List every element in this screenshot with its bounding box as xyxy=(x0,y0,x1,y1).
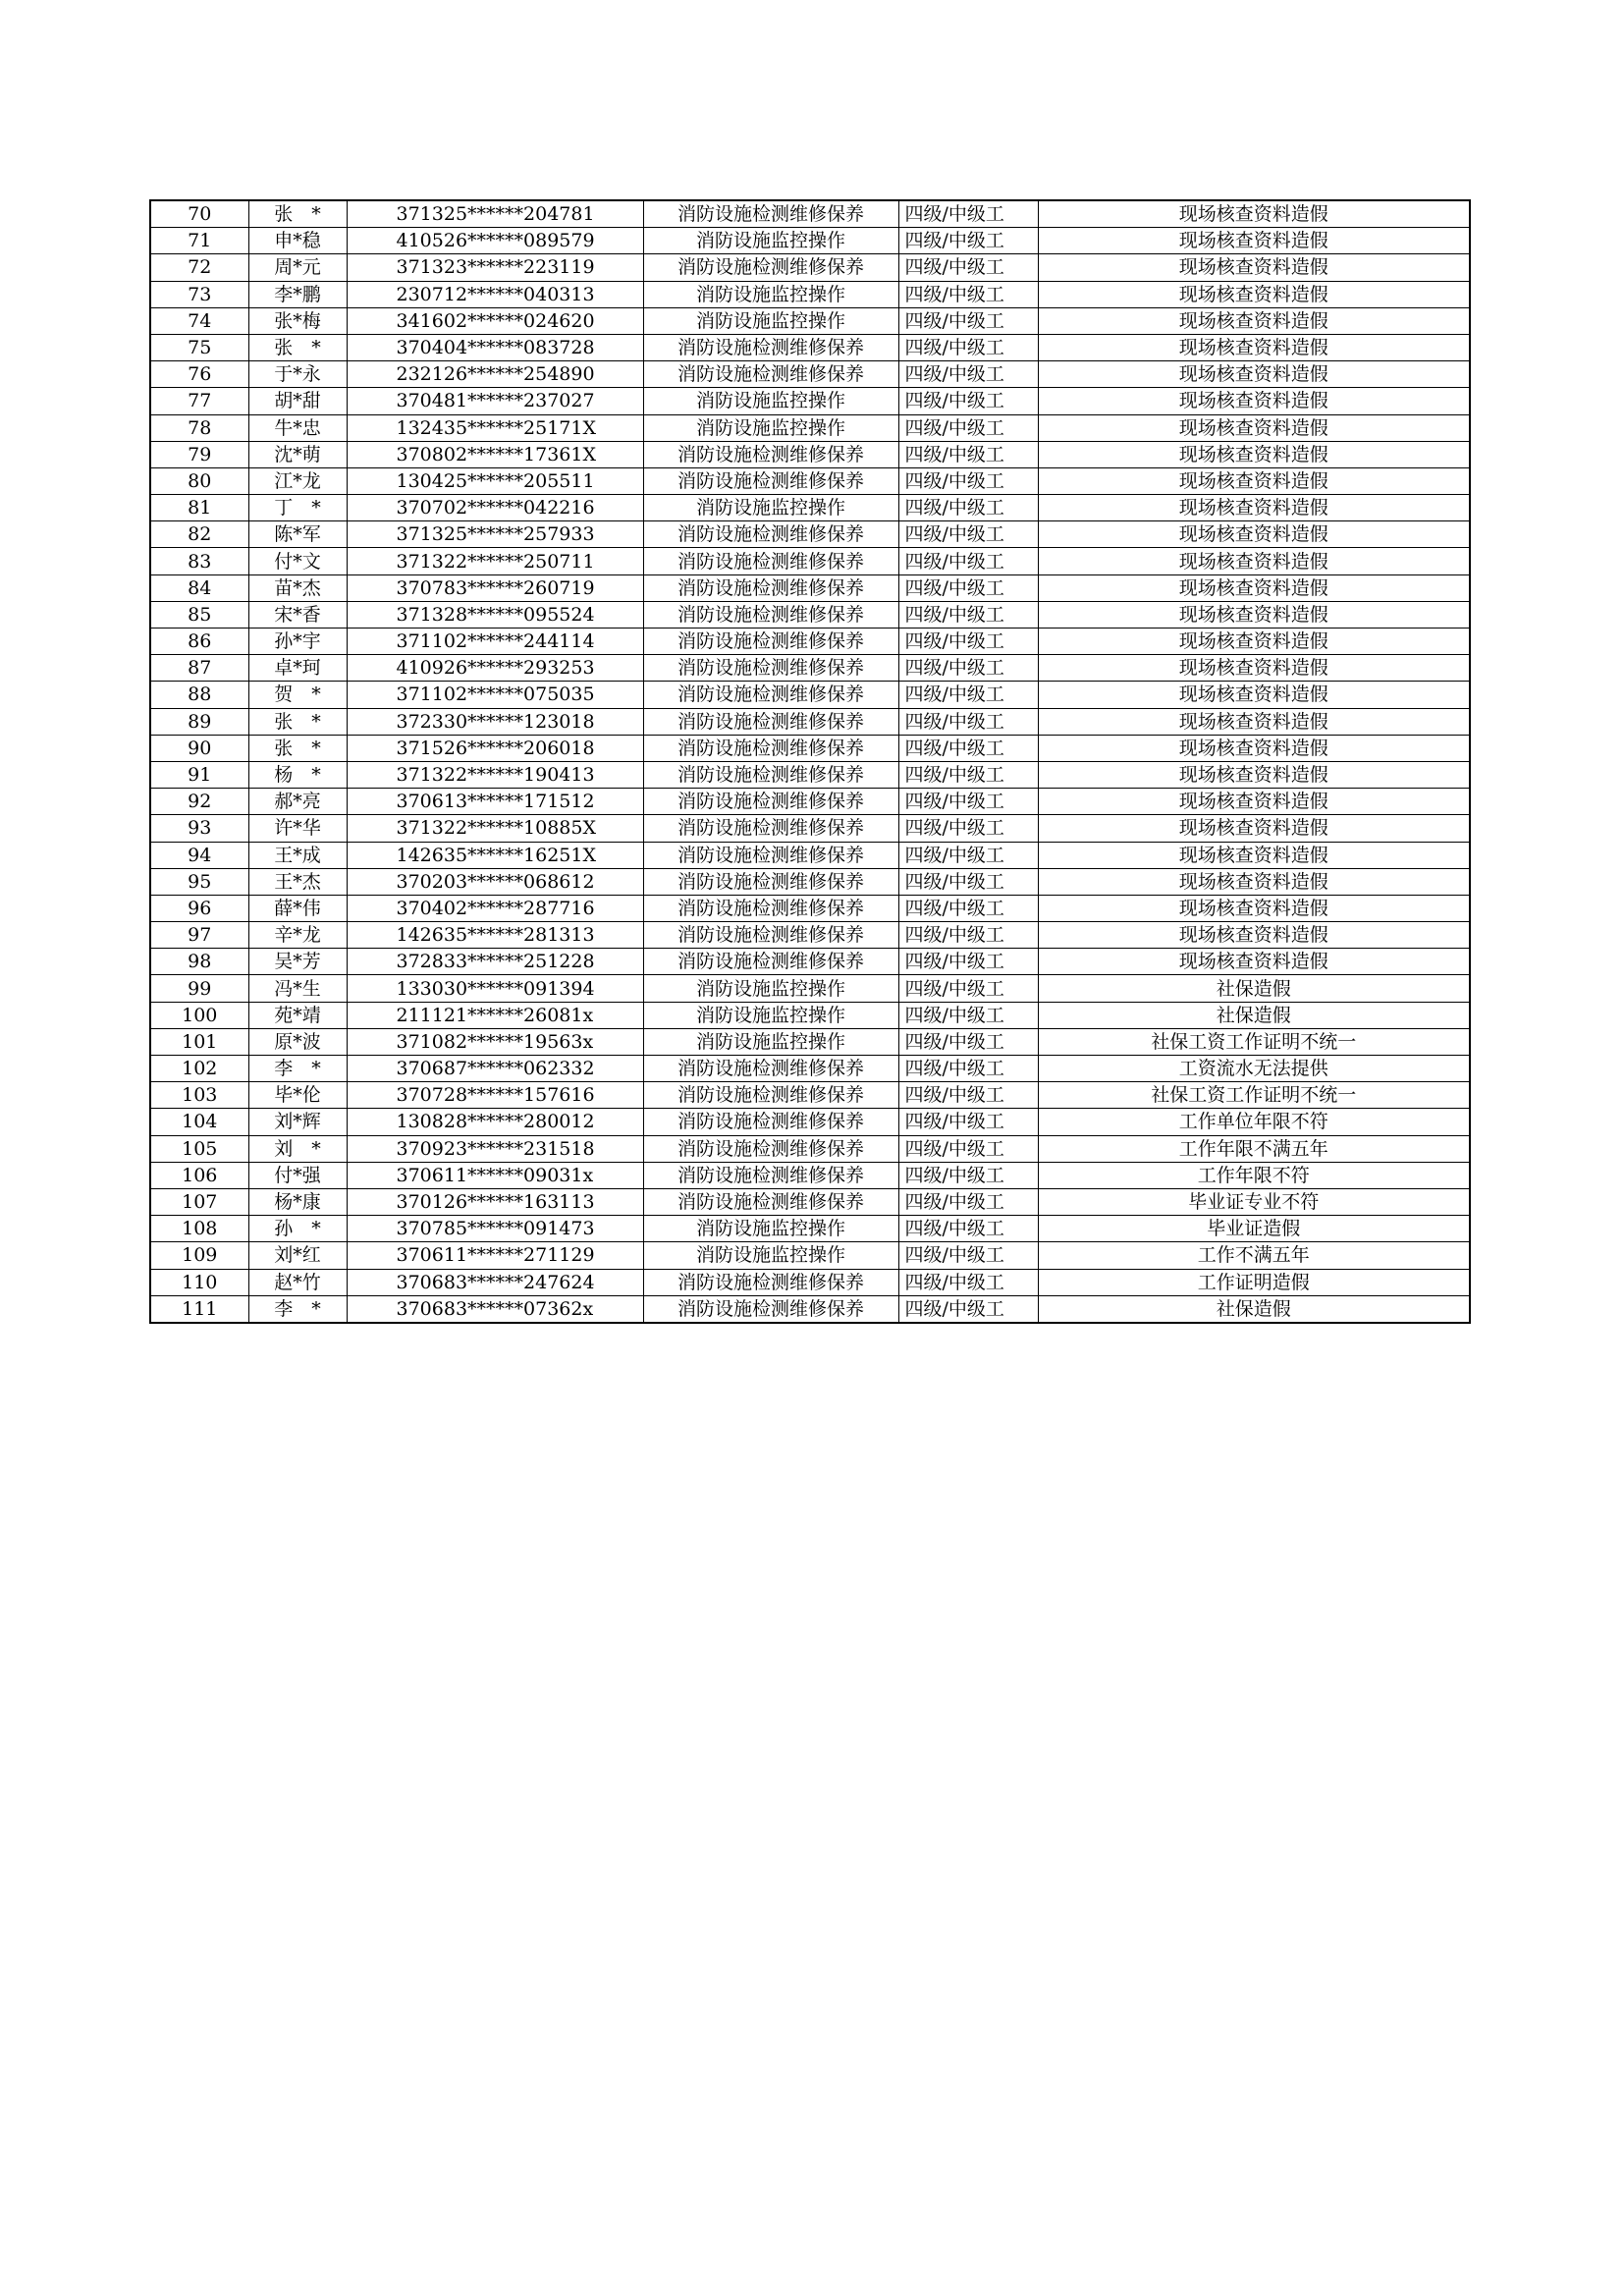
row-number-cell: 87 xyxy=(150,655,248,682)
reason-cell: 现场核查资料造假 xyxy=(1038,789,1470,815)
skill-level-cell: 四级/中级工 xyxy=(898,361,1038,388)
id-number-cell: 372330******123018 xyxy=(347,708,643,735)
person-name-cell: 吴*芳 xyxy=(248,949,347,975)
person-name-cell: 张 * xyxy=(248,200,347,228)
table-row xyxy=(150,254,1470,281)
row-number-cell: 82 xyxy=(150,521,248,548)
row-number-cell: 90 xyxy=(150,735,248,761)
skill-level-cell: 四级/中级工 xyxy=(898,761,1038,788)
skill-level-cell: 四级/中级工 xyxy=(898,735,1038,761)
id-number-cell: 370402******287716 xyxy=(347,895,643,921)
row-number-cell: 89 xyxy=(150,708,248,735)
reason-cell: 工作不满五年 xyxy=(1038,1242,1470,1269)
occupation-cell: 消防设施检测维修保养 xyxy=(643,761,898,788)
person-name-cell: 江*龙 xyxy=(248,467,347,494)
occupation-cell: 消防设施检测维修保养 xyxy=(643,1135,898,1162)
person-name-cell: 原*波 xyxy=(248,1028,347,1055)
row-number-cell: 105 xyxy=(150,1135,248,1162)
person-name-cell: 牛*忠 xyxy=(248,414,347,441)
person-name-cell: 辛*龙 xyxy=(248,922,347,949)
occupation-cell: 消防设施检测维修保养 xyxy=(643,601,898,628)
table-row xyxy=(150,1162,1470,1188)
skill-level-cell: 四级/中级工 xyxy=(898,1109,1038,1135)
person-name-cell: 付*文 xyxy=(248,548,347,574)
skill-level-cell: 四级/中级工 xyxy=(898,228,1038,254)
id-number-cell: 372833******251228 xyxy=(347,949,643,975)
id-number-cell: 370687******062332 xyxy=(347,1056,643,1082)
table-row xyxy=(150,949,1470,975)
row-number-cell: 94 xyxy=(150,842,248,868)
id-number-cell: 370683******07362x xyxy=(347,1295,643,1323)
skill-level-cell: 四级/中级工 xyxy=(898,574,1038,601)
person-name-cell: 刘*红 xyxy=(248,1242,347,1269)
table-row xyxy=(150,629,1470,655)
reason-cell: 工资流水无法提供 xyxy=(1038,1056,1470,1082)
id-number-cell: 410526******089579 xyxy=(347,228,643,254)
skill-level-cell: 四级/中级工 xyxy=(898,254,1038,281)
id-number-cell: 371082******19563x xyxy=(347,1028,643,1055)
table-row xyxy=(150,922,1470,949)
table-row xyxy=(150,414,1470,441)
occupation-cell: 消防设施检测维修保养 xyxy=(643,868,898,895)
reason-cell: 现场核查资料造假 xyxy=(1038,521,1470,548)
occupation-cell: 消防设施检测维修保养 xyxy=(643,441,898,467)
table-row xyxy=(150,495,1470,521)
reason-cell: 现场核查资料造假 xyxy=(1038,281,1470,307)
id-number-cell: 371325******204781 xyxy=(347,200,643,228)
id-number-cell: 211121******26081x xyxy=(347,1002,643,1028)
reason-cell: 现场核查资料造假 xyxy=(1038,548,1470,574)
reason-cell: 现场核查资料造假 xyxy=(1038,868,1470,895)
reason-cell: 现场核查资料造假 xyxy=(1038,361,1470,388)
skill-level-cell: 四级/中级工 xyxy=(898,1216,1038,1242)
id-number-cell: 232126******254890 xyxy=(347,361,643,388)
row-number-cell: 103 xyxy=(150,1082,248,1109)
occupation-cell: 消防设施检测维修保养 xyxy=(643,1295,898,1323)
table-row xyxy=(150,200,1470,228)
reason-cell: 现场核查资料造假 xyxy=(1038,815,1470,842)
occupation-cell: 消防设施监控操作 xyxy=(643,414,898,441)
person-name-cell: 王*杰 xyxy=(248,868,347,895)
table-row xyxy=(150,868,1470,895)
row-number-cell: 92 xyxy=(150,789,248,815)
id-number-cell: 370923******231518 xyxy=(347,1135,643,1162)
occupation-cell: 消防设施检测维修保养 xyxy=(643,789,898,815)
skill-level-cell: 四级/中级工 xyxy=(898,868,1038,895)
occupation-cell: 消防设施监控操作 xyxy=(643,281,898,307)
reason-cell: 工作证明造假 xyxy=(1038,1269,1470,1295)
skill-level-cell: 四级/中级工 xyxy=(898,1162,1038,1188)
id-number-cell: 370203******068612 xyxy=(347,868,643,895)
row-number-cell: 111 xyxy=(150,1295,248,1323)
row-number-cell: 109 xyxy=(150,1242,248,1269)
skill-level-cell: 四级/中级工 xyxy=(898,842,1038,868)
row-number-cell: 97 xyxy=(150,922,248,949)
row-number-cell: 91 xyxy=(150,761,248,788)
id-number-cell: 370783******260719 xyxy=(347,574,643,601)
person-name-cell: 胡*甜 xyxy=(248,388,347,414)
reason-cell: 现场核查资料造假 xyxy=(1038,467,1470,494)
table-row xyxy=(150,1082,1470,1109)
row-number-cell: 79 xyxy=(150,441,248,467)
person-name-cell: 沈*萌 xyxy=(248,441,347,467)
person-name-cell: 薛*伟 xyxy=(248,895,347,921)
reason-cell: 社保造假 xyxy=(1038,1295,1470,1323)
row-number-cell: 102 xyxy=(150,1056,248,1082)
reason-cell: 现场核查资料造假 xyxy=(1038,895,1470,921)
skill-level-cell: 四级/中级工 xyxy=(898,200,1038,228)
person-name-cell: 毕*伦 xyxy=(248,1082,347,1109)
occupation-cell: 消防设施监控操作 xyxy=(643,495,898,521)
skill-level-cell: 四级/中级工 xyxy=(898,815,1038,842)
person-name-cell: 孙*宇 xyxy=(248,629,347,655)
occupation-cell: 消防设施检测维修保养 xyxy=(643,574,898,601)
occupation-cell: 消防设施检测维修保养 xyxy=(643,254,898,281)
table-row xyxy=(150,1188,1470,1215)
occupation-cell: 消防设施监控操作 xyxy=(643,1002,898,1028)
person-name-cell: 周*元 xyxy=(248,254,347,281)
reason-cell: 现场核查资料造假 xyxy=(1038,655,1470,682)
id-number-cell: 371325******257933 xyxy=(347,521,643,548)
person-name-cell: 许*华 xyxy=(248,815,347,842)
reason-cell: 现场核查资料造假 xyxy=(1038,334,1470,360)
reason-cell: 现场核查资料造假 xyxy=(1038,495,1470,521)
row-number-cell: 95 xyxy=(150,868,248,895)
id-number-cell: 130425******205511 xyxy=(347,467,643,494)
id-number-cell: 371526******206018 xyxy=(347,735,643,761)
table-row xyxy=(150,815,1470,842)
table-row xyxy=(150,548,1470,574)
table-row xyxy=(150,1056,1470,1082)
person-name-cell: 孙 * xyxy=(248,1216,347,1242)
occupation-cell: 消防设施检测维修保养 xyxy=(643,922,898,949)
occupation-cell: 消防设施检测维修保养 xyxy=(643,895,898,921)
person-name-cell: 张 * xyxy=(248,735,347,761)
person-name-cell: 冯*生 xyxy=(248,975,347,1002)
id-number-cell: 371102******244114 xyxy=(347,629,643,655)
reason-cell: 现场核查资料造假 xyxy=(1038,735,1470,761)
reason-cell: 毕业证造假 xyxy=(1038,1216,1470,1242)
skill-level-cell: 四级/中级工 xyxy=(898,1028,1038,1055)
reason-cell: 现场核查资料造假 xyxy=(1038,254,1470,281)
row-number-cell: 88 xyxy=(150,682,248,708)
row-number-cell: 81 xyxy=(150,495,248,521)
row-number-cell: 80 xyxy=(150,467,248,494)
table-row xyxy=(150,1269,1470,1295)
occupation-cell: 消防设施检测维修保养 xyxy=(643,1269,898,1295)
person-name-cell: 张 * xyxy=(248,708,347,735)
row-number-cell: 96 xyxy=(150,895,248,921)
occupation-cell: 消防设施监控操作 xyxy=(643,1028,898,1055)
row-number-cell: 101 xyxy=(150,1028,248,1055)
skill-level-cell: 四级/中级工 xyxy=(898,548,1038,574)
skill-level-cell: 四级/中级工 xyxy=(898,708,1038,735)
reason-cell: 社保工资工作证明不统一 xyxy=(1038,1028,1470,1055)
skill-level-cell: 四级/中级工 xyxy=(898,334,1038,360)
occupation-cell: 消防设施检测维修保养 xyxy=(643,200,898,228)
skill-level-cell: 四级/中级工 xyxy=(898,307,1038,334)
table-row xyxy=(150,441,1470,467)
id-number-cell: 371328******095524 xyxy=(347,601,643,628)
person-name-cell: 杨 * xyxy=(248,761,347,788)
person-name-cell: 李 * xyxy=(248,1056,347,1082)
occupation-cell: 消防设施检测维修保养 xyxy=(643,334,898,360)
reason-cell: 毕业证专业不符 xyxy=(1038,1188,1470,1215)
skill-level-cell: 四级/中级工 xyxy=(898,1295,1038,1323)
skill-level-cell: 四级/中级工 xyxy=(898,441,1038,467)
id-number-cell: 133030******091394 xyxy=(347,975,643,1002)
skill-level-cell: 四级/中级工 xyxy=(898,601,1038,628)
skill-level-cell: 四级/中级工 xyxy=(898,521,1038,548)
table-row xyxy=(150,1242,1470,1269)
person-name-cell: 申*稳 xyxy=(248,228,347,254)
occupation-cell: 消防设施检测维修保养 xyxy=(643,548,898,574)
table-row xyxy=(150,521,1470,548)
row-number-cell: 73 xyxy=(150,281,248,307)
row-number-cell: 75 xyxy=(150,334,248,360)
occupation-cell: 消防设施监控操作 xyxy=(643,307,898,334)
table-row xyxy=(150,361,1470,388)
skill-level-cell: 四级/中级工 xyxy=(898,789,1038,815)
id-number-cell: 341602******024620 xyxy=(347,307,643,334)
table-row xyxy=(150,682,1470,708)
table-row xyxy=(150,708,1470,735)
skill-level-cell: 四级/中级工 xyxy=(898,1082,1038,1109)
skill-level-cell: 四级/中级工 xyxy=(898,629,1038,655)
id-number-cell: 370802******17361X xyxy=(347,441,643,467)
skill-level-cell: 四级/中级工 xyxy=(898,922,1038,949)
table-row xyxy=(150,655,1470,682)
row-number-cell: 93 xyxy=(150,815,248,842)
reason-cell: 社保工资工作证明不统一 xyxy=(1038,1082,1470,1109)
reason-cell: 现场核查资料造假 xyxy=(1038,629,1470,655)
table-row xyxy=(150,334,1470,360)
person-name-cell: 陈*军 xyxy=(248,521,347,548)
reason-cell: 现场核查资料造假 xyxy=(1038,414,1470,441)
person-name-cell: 于*永 xyxy=(248,361,347,388)
table-row xyxy=(150,895,1470,921)
occupation-cell: 消防设施检测维修保养 xyxy=(643,629,898,655)
occupation-cell: 消防设施检测维修保养 xyxy=(643,1162,898,1188)
person-name-cell: 苗*杰 xyxy=(248,574,347,601)
person-name-cell: 贺 * xyxy=(248,682,347,708)
skill-level-cell: 四级/中级工 xyxy=(898,388,1038,414)
reason-cell: 现场核查资料造假 xyxy=(1038,949,1470,975)
occupation-cell: 消防设施监控操作 xyxy=(643,388,898,414)
id-number-cell: 142635******16251X xyxy=(347,842,643,868)
table-row xyxy=(150,1109,1470,1135)
table-row xyxy=(150,1216,1470,1242)
id-number-cell: 130828******280012 xyxy=(347,1109,643,1135)
reason-cell: 现场核查资料造假 xyxy=(1038,682,1470,708)
occupation-cell: 消防设施监控操作 xyxy=(643,1242,898,1269)
id-number-cell: 370613******171512 xyxy=(347,789,643,815)
reason-cell: 现场核查资料造假 xyxy=(1038,601,1470,628)
table-row xyxy=(150,1028,1470,1055)
row-number-cell: 106 xyxy=(150,1162,248,1188)
person-name-cell: 刘 * xyxy=(248,1135,347,1162)
reason-cell: 社保造假 xyxy=(1038,975,1470,1002)
record-table-body xyxy=(150,200,1470,1323)
id-number-cell: 370683******247624 xyxy=(347,1269,643,1295)
person-name-cell: 苑*靖 xyxy=(248,1002,347,1028)
table-row xyxy=(150,842,1470,868)
skill-level-cell: 四级/中级工 xyxy=(898,949,1038,975)
skill-level-cell: 四级/中级工 xyxy=(898,467,1038,494)
row-number-cell: 77 xyxy=(150,388,248,414)
id-number-cell: 370702******042216 xyxy=(347,495,643,521)
occupation-cell: 消防设施检测维修保养 xyxy=(643,735,898,761)
table-row xyxy=(150,388,1470,414)
row-number-cell: 76 xyxy=(150,361,248,388)
id-number-cell: 230712******040313 xyxy=(347,281,643,307)
row-number-cell: 70 xyxy=(150,200,248,228)
occupation-cell: 消防设施检测维修保养 xyxy=(643,467,898,494)
row-number-cell: 78 xyxy=(150,414,248,441)
reason-cell: 工作年限不满五年 xyxy=(1038,1135,1470,1162)
row-number-cell: 74 xyxy=(150,307,248,334)
table-row xyxy=(150,601,1470,628)
skill-level-cell: 四级/中级工 xyxy=(898,895,1038,921)
occupation-cell: 消防设施检测维修保养 xyxy=(643,1188,898,1215)
table-row xyxy=(150,307,1470,334)
table-row xyxy=(150,1295,1470,1323)
reason-cell: 现场核查资料造假 xyxy=(1038,574,1470,601)
reason-cell: 现场核查资料造假 xyxy=(1038,922,1470,949)
id-number-cell: 132435******25171X xyxy=(347,414,643,441)
occupation-cell: 消防设施监控操作 xyxy=(643,975,898,1002)
row-number-cell: 83 xyxy=(150,548,248,574)
skill-level-cell: 四级/中级工 xyxy=(898,281,1038,307)
person-name-cell: 卓*珂 xyxy=(248,655,347,682)
id-number-cell: 370126******163113 xyxy=(347,1188,643,1215)
occupation-cell: 消防设施检测维修保养 xyxy=(643,655,898,682)
id-number-cell: 371323******223119 xyxy=(347,254,643,281)
skill-level-cell: 四级/中级工 xyxy=(898,1002,1038,1028)
row-number-cell: 72 xyxy=(150,254,248,281)
skill-level-cell: 四级/中级工 xyxy=(898,655,1038,682)
person-name-cell: 李*鹏 xyxy=(248,281,347,307)
row-number-cell: 84 xyxy=(150,574,248,601)
id-number-cell: 370481******237027 xyxy=(347,388,643,414)
table-row xyxy=(150,281,1470,307)
reason-cell: 现场核查资料造假 xyxy=(1038,200,1470,228)
occupation-cell: 消防设施监控操作 xyxy=(643,228,898,254)
id-number-cell: 370611******271129 xyxy=(347,1242,643,1269)
id-number-cell: 371102******075035 xyxy=(347,682,643,708)
skill-level-cell: 四级/中级工 xyxy=(898,495,1038,521)
skill-level-cell: 四级/中级工 xyxy=(898,1188,1038,1215)
occupation-cell: 消防设施检测维修保养 xyxy=(643,1109,898,1135)
id-number-cell: 371322******250711 xyxy=(347,548,643,574)
reason-cell: 工作年限不符 xyxy=(1038,1162,1470,1188)
reason-cell: 现场核查资料造假 xyxy=(1038,228,1470,254)
reason-cell: 现场核查资料造假 xyxy=(1038,708,1470,735)
reason-cell: 现场核查资料造假 xyxy=(1038,441,1470,467)
skill-level-cell: 四级/中级工 xyxy=(898,1135,1038,1162)
person-name-cell: 杨*康 xyxy=(248,1188,347,1215)
person-name-cell: 丁 * xyxy=(248,495,347,521)
row-number-cell: 108 xyxy=(150,1216,248,1242)
occupation-cell: 消防设施检测维修保养 xyxy=(643,949,898,975)
row-number-cell: 85 xyxy=(150,601,248,628)
skill-level-cell: 四级/中级工 xyxy=(898,1056,1038,1082)
table-row xyxy=(150,1002,1470,1028)
person-name-cell: 付*强 xyxy=(248,1162,347,1188)
table-row xyxy=(150,761,1470,788)
table-row xyxy=(150,1135,1470,1162)
occupation-cell: 消防设施检测维修保养 xyxy=(643,815,898,842)
id-number-cell: 371322******190413 xyxy=(347,761,643,788)
person-name-cell: 张*梅 xyxy=(248,307,347,334)
occupation-cell: 消防设施检测维修保养 xyxy=(643,521,898,548)
table-row xyxy=(150,228,1470,254)
person-name-cell: 宋*香 xyxy=(248,601,347,628)
row-number-cell: 99 xyxy=(150,975,248,1002)
table-row xyxy=(150,975,1470,1002)
id-number-cell: 370785******091473 xyxy=(347,1216,643,1242)
row-number-cell: 110 xyxy=(150,1269,248,1295)
id-number-cell: 410926******293253 xyxy=(347,655,643,682)
person-name-cell: 赵*竹 xyxy=(248,1269,347,1295)
skill-level-cell: 四级/中级工 xyxy=(898,1242,1038,1269)
table-row xyxy=(150,789,1470,815)
occupation-cell: 消防设施检测维修保养 xyxy=(643,708,898,735)
id-number-cell: 371322******10885X xyxy=(347,815,643,842)
occupation-cell: 消防设施监控操作 xyxy=(643,1216,898,1242)
row-number-cell: 71 xyxy=(150,228,248,254)
reason-cell: 工作单位年限不符 xyxy=(1038,1109,1470,1135)
id-number-cell: 370611******09031x xyxy=(347,1162,643,1188)
person-name-cell: 刘*辉 xyxy=(248,1109,347,1135)
occupation-cell: 消防设施检测维修保养 xyxy=(643,682,898,708)
table-row xyxy=(150,574,1470,601)
skill-level-cell: 四级/中级工 xyxy=(898,975,1038,1002)
row-number-cell: 98 xyxy=(150,949,248,975)
person-name-cell: 郝*亮 xyxy=(248,789,347,815)
id-number-cell: 142635******281313 xyxy=(347,922,643,949)
table-row xyxy=(150,467,1470,494)
row-number-cell: 107 xyxy=(150,1188,248,1215)
record-table xyxy=(149,199,1471,1324)
occupation-cell: 消防设施检测维修保养 xyxy=(643,1082,898,1109)
person-name-cell: 王*成 xyxy=(248,842,347,868)
row-number-cell: 100 xyxy=(150,1002,248,1028)
id-number-cell: 370728******157616 xyxy=(347,1082,643,1109)
occupation-cell: 消防设施检测维修保养 xyxy=(643,1056,898,1082)
reason-cell: 现场核查资料造假 xyxy=(1038,307,1470,334)
reason-cell: 现场核查资料造假 xyxy=(1038,761,1470,788)
row-number-cell: 104 xyxy=(150,1109,248,1135)
occupation-cell: 消防设施检测维修保养 xyxy=(643,361,898,388)
reason-cell: 现场核查资料造假 xyxy=(1038,842,1470,868)
skill-level-cell: 四级/中级工 xyxy=(898,414,1038,441)
person-name-cell: 张 * xyxy=(248,334,347,360)
row-number-cell: 86 xyxy=(150,629,248,655)
reason-cell: 现场核查资料造假 xyxy=(1038,388,1470,414)
skill-level-cell: 四级/中级工 xyxy=(898,682,1038,708)
id-number-cell: 370404******083728 xyxy=(347,334,643,360)
table-row xyxy=(150,735,1470,761)
occupation-cell: 消防设施检测维修保养 xyxy=(643,842,898,868)
skill-level-cell: 四级/中级工 xyxy=(898,1269,1038,1295)
person-name-cell: 李 * xyxy=(248,1295,347,1323)
reason-cell: 社保造假 xyxy=(1038,1002,1470,1028)
